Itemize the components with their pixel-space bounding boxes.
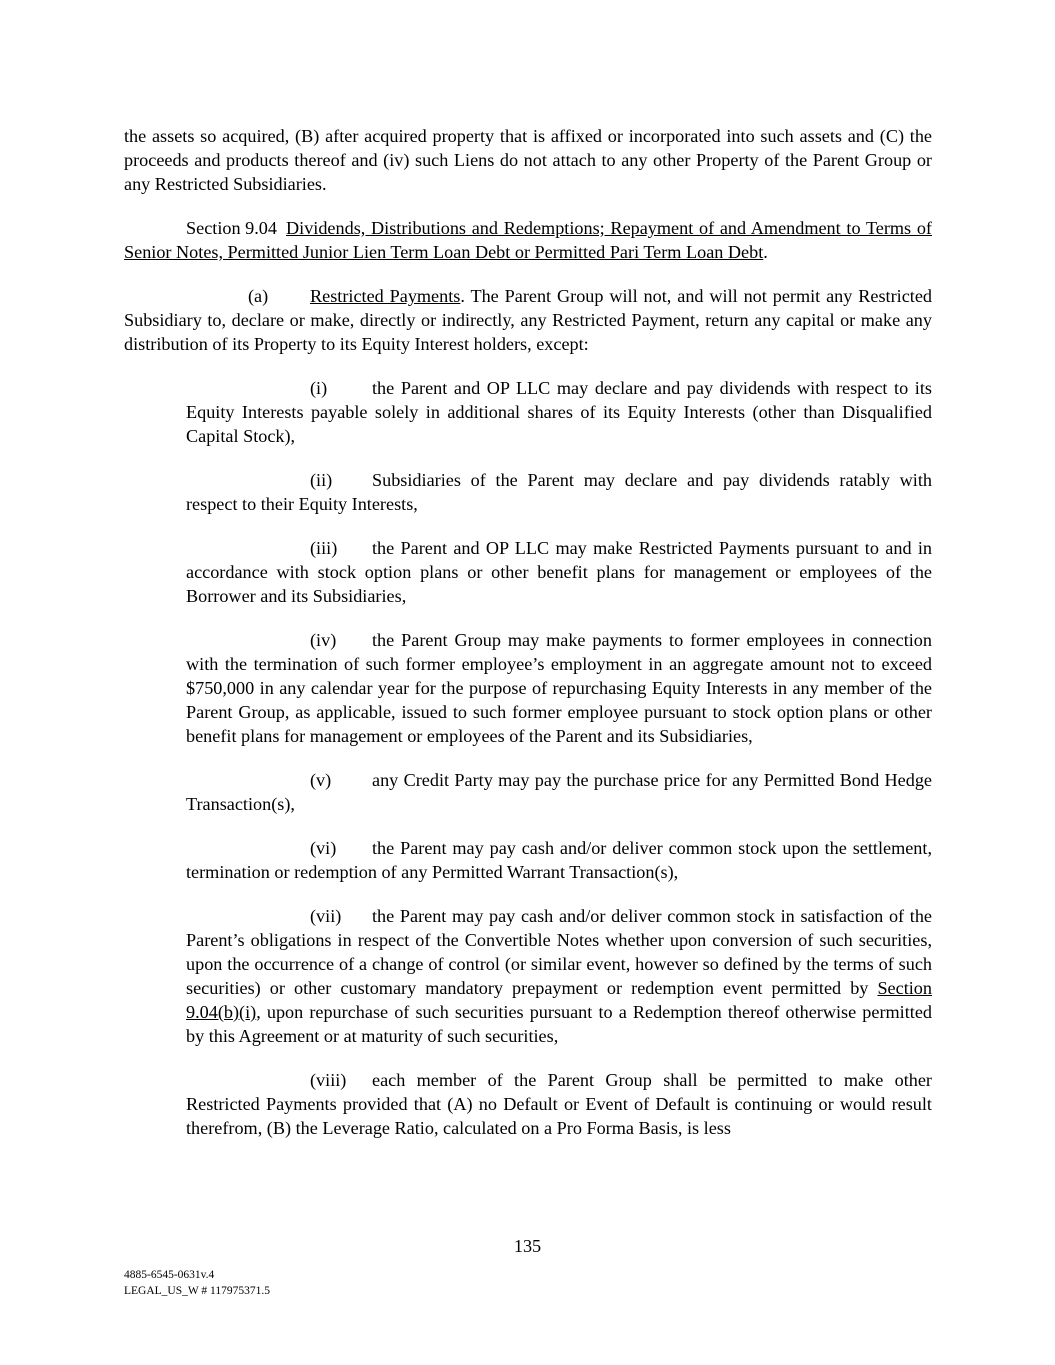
document-footer	[124, 1267, 270, 1299]
list-item	[186, 768, 932, 816]
clause-a	[124, 284, 932, 356]
footer-legal-id: LEGAL_US_W # 117975371.5	[124, 1285, 270, 1297]
section-number: Section 9.04	[186, 218, 277, 238]
list-item-text-after: , upon repurchase of such securities pursuant to a Redemption thereof otherwise permitted by this Agreement or at maturity of such securities,	[186, 1002, 932, 1046]
clause-a-label: (a)	[248, 286, 269, 306]
clause-a-heading: Restricted Payments	[310, 286, 461, 306]
list-item-text: any Credit Party may pay the purchase price for any Permitted Bond Hedge Transaction(s),	[186, 770, 932, 814]
list-item	[186, 376, 932, 448]
footer-doc-id: 4885-6545-0631v.4	[124, 1269, 215, 1281]
list-item	[186, 628, 932, 748]
list-item-vii	[186, 904, 932, 1048]
list-item-number: (iii)	[310, 538, 338, 558]
list-item-text: the Parent Group may make payments to former employees in connection with the termination of such former employee’s employment in an aggregate amount not to exceed $750,000 in any calendar year for the purpose of repurchasing Equity Interests in any member of the Parent Group, as applicable, issued to such former employee pursuant to stock option plans or other benefit plans for management or employees of the Parent and its Subsidiaries,	[186, 630, 932, 746]
list-item-text: the Parent may pay cash and/or deliver common stock in satisfaction of the Parent’s obligations in respect of the Convertible Notes whether upon conversion of such securities, upon the occurrence of a change of control (or similar event, however so defined by the terms of such securities) or other customary mandatory prepayment or redemption event permitted by	[186, 906, 932, 998]
list-item-text: each member of the Parent Group shall be permitted to make other Restricted Payments provided that (A) no Default or Event of Default is continuing or would result therefrom, (B) the Leverage Ratio, calculated on a Pro Forma Basis, is less	[186, 1070, 932, 1138]
section-title-end: .	[763, 242, 768, 262]
list-item	[186, 468, 932, 516]
clause-a-text: . The Parent Group will not, and will not permit any Restricted Subsidiary to, declare or make, directly or indirectly, any Restricted Payment, return any capital or make any distribution of its Property to its Equity Interest holders, except:	[124, 286, 932, 354]
list-item-number: (v)	[310, 770, 332, 790]
list-item-text: the Parent may pay cash and/or deliver common stock upon the settlement, termination or redemption of any Permitted Warrant Transaction(s),	[186, 838, 932, 882]
list-item-number: (viii)	[310, 1070, 347, 1090]
list-item-text: the Parent and OP LLC may declare and pay dividends with respect to its Equity Interests payable solely in additional shares of its Equity Interests (other than Disqualified Capital Stock),	[186, 378, 932, 446]
list-item	[186, 536, 932, 608]
list-item-number: (vii)	[310, 906, 342, 926]
list-item-number: (i)	[310, 378, 328, 398]
list-item-text: Subsidiaries of the Parent may declare and pay dividends ratably with respect to their Equity Interests,	[186, 470, 932, 514]
list-item-number: (vi)	[310, 838, 337, 858]
document-body	[124, 124, 932, 1140]
page-number: 135	[513, 1236, 542, 1256]
list-item-number: (iv)	[310, 630, 337, 650]
list-item-number: (ii)	[310, 470, 333, 490]
list-item-text: the Parent and OP LLC may make Restricted Payments pursuant to and in accordance with stock option plans or other benefit plans for management or employees of the Borrower and its Subsidiaries,	[186, 538, 932, 606]
paragraph-continuation: the assets so acquired, (B) after acquired property that is affixed or incorporated into such assets and (C) the proceeds and products thereof and (iv) such Liens do not attach to any other Property of the Parent Group or any Restricted Subsidiaries.	[124, 126, 932, 194]
list-item	[186, 836, 932, 884]
list-item-viii	[186, 1068, 932, 1140]
section-heading	[124, 216, 932, 264]
section-title: Dividends, Distributions and Redemptions; Repayment of and Amendment to Terms of Senior Notes, Permitted Junior Lien Term Loan Debt or Permitted Pari Term Loan Debt	[124, 218, 932, 262]
section-reference: Section 9.04(b)(i)	[186, 978, 932, 1022]
